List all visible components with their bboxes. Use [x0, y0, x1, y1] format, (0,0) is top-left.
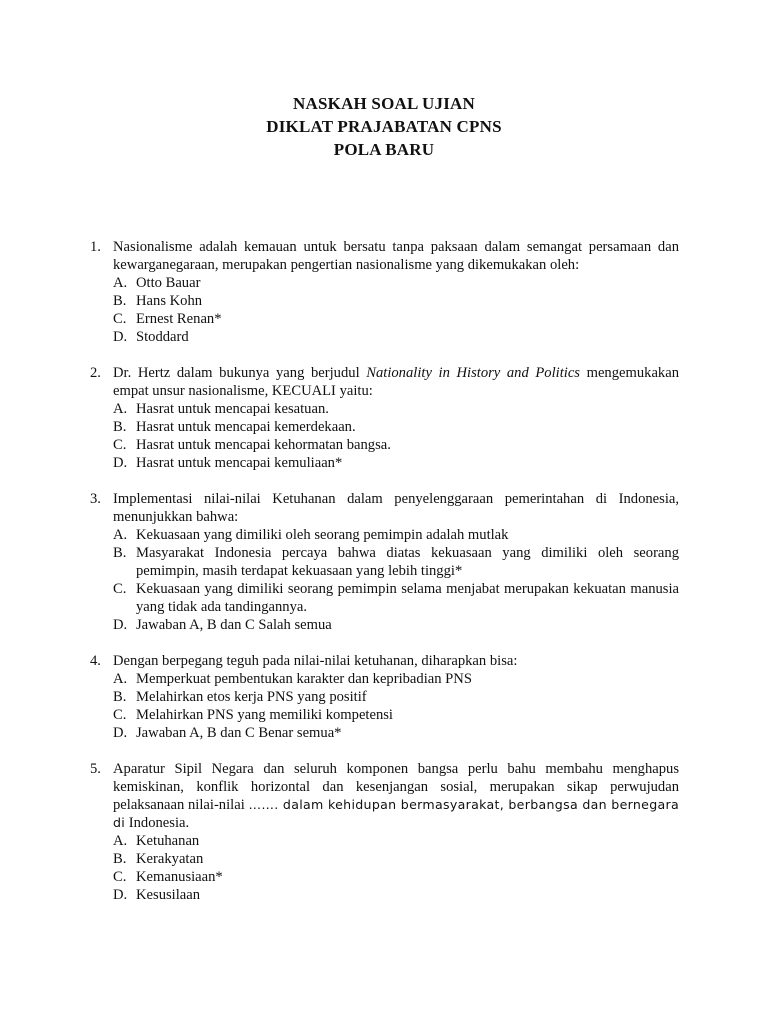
option-text: Melahirkan etos kerja PNS yang positif [136, 689, 367, 705]
option-b [113, 850, 679, 868]
option-text: Stoddard [136, 329, 189, 345]
option-a [113, 400, 679, 418]
option-letter: B. [113, 293, 127, 309]
option-a [113, 832, 679, 850]
option-letter: C. [113, 869, 127, 885]
option-text: Jawaban A, B dan C Salah semua [136, 617, 332, 633]
title-line-2: DIKLAT PRAJABATAN CPNS [266, 117, 502, 136]
option-c [113, 436, 679, 454]
option-c [113, 706, 679, 724]
option-text: Hans Kohn [136, 293, 203, 309]
question-text-part: Indonesia. [125, 815, 190, 831]
answer-options [113, 400, 679, 472]
answer-options [113, 670, 679, 742]
answer-options [113, 274, 679, 346]
title-line-1: NASKAH SOAL UJIAN [293, 94, 475, 113]
question-text: Nasionalisme adalah kemauan untuk bersatu tanpa paksaan dalam semangat persamaan dan kewarganegaraan, merupakan pengertian nasionalisme yang dikemukakan oleh: [113, 239, 679, 273]
question-3 [90, 490, 679, 634]
option-text: Jawaban A, B dan C Benar semua* [136, 725, 342, 741]
option-letter: A. [113, 833, 128, 849]
option-text: Ketuhanan [136, 833, 200, 849]
option-b [113, 292, 679, 310]
option-a [113, 526, 679, 544]
title-line-3: POLA BARU [333, 140, 435, 159]
option-b [113, 418, 679, 436]
option-text: Hasrat untuk mencapai kehormatan bangsa. [136, 437, 391, 453]
option-b [113, 544, 679, 580]
option-letter: B. [113, 689, 127, 705]
question-number: 1. [90, 239, 101, 255]
answer-options [113, 832, 679, 904]
option-letter: A. [113, 401, 128, 417]
option-d [113, 454, 679, 472]
question-text: Dengan berpegang teguh pada nilai-nilai ketuhanan, diharapkan bisa: [113, 653, 518, 669]
question-text-part: ……. dalam kehidupan bermasyarakat, berbangsa dan bernegara di [113, 797, 680, 830]
book-title: Nationality in History and Politics [366, 365, 580, 381]
question-number: 2. [90, 365, 101, 381]
question-text [113, 760, 679, 832]
option-a [113, 670, 679, 688]
option-a [113, 274, 679, 292]
question-number: 4. [90, 653, 101, 669]
option-text: Memperkuat pembentukan karakter dan kepribadian PNS [136, 671, 472, 687]
question-text-part: Aparatur Sipil Negara dan seluruh komponen bangsa perlu bahu membahu menghapus kemiskinan, konflik horizontal dan kesenjangan sosial, merupakan sikap perwujudan pelaksanaan nilai-nilai [113, 761, 679, 813]
question-text-part: Dr. Hertz dalam bukunya yang berjudul [113, 365, 367, 381]
option-letter: D. [113, 455, 128, 471]
option-c [113, 310, 679, 328]
option-letter: D. [113, 329, 128, 345]
option-text: Hasrat untuk mencapai kemerdekaan. [136, 419, 356, 435]
option-text: Hasrat untuk mencapai kemuliaan* [136, 455, 343, 471]
option-letter: D. [113, 617, 128, 633]
option-letter: B. [113, 545, 127, 561]
option-text: Kekuasaan yang dimiliki oleh seorang pemimpin adalah mutlak [136, 527, 509, 543]
option-letter: D. [113, 887, 128, 903]
option-letter: B. [113, 419, 127, 435]
option-text: Kesusilaan [136, 887, 201, 903]
option-c [113, 580, 679, 616]
option-text: Melahirkan PNS yang memiliki kompetensi [136, 707, 393, 723]
answer-options [113, 526, 679, 634]
option-d [113, 724, 679, 742]
question-text [113, 364, 679, 400]
option-letter: C. [113, 437, 127, 453]
question-4 [90, 652, 679, 742]
option-d [113, 616, 679, 634]
option-text: Masyarakat Indonesia percaya bahwa diatas kekuasaan yang dimiliki oleh seorang pemimpin, masih terdapat kekuasaan yang lebih tinggi* [136, 545, 679, 579]
option-d [113, 328, 679, 346]
option-letter: C. [113, 581, 127, 597]
option-letter: D. [113, 725, 128, 741]
question-text-part: mengemukakan empat unsur nasionalisme, KECUALI yaitu: [113, 365, 679, 399]
option-letter: A. [113, 527, 128, 543]
question-5 [90, 760, 679, 904]
document-title [0, 92, 768, 161]
option-c [113, 868, 679, 886]
option-text: Ernest Renan* [136, 311, 222, 327]
option-text: Otto Bauar [136, 275, 201, 291]
question-1 [90, 238, 679, 346]
option-text: Kemanusiaan* [136, 869, 223, 885]
option-letter: A. [113, 671, 128, 687]
option-text: Hasrat untuk mencapai kesatuan. [136, 401, 329, 417]
option-letter: C. [113, 707, 127, 723]
option-text: Kekuasaan yang dimiliki seorang pemimpin selama menjabat merupakan kekuatan manusia yang tidak ada tandingannya. [136, 581, 679, 615]
option-text: Kerakyatan [136, 851, 204, 867]
question-list [90, 238, 679, 922]
question-2 [90, 364, 679, 472]
option-letter: A. [113, 275, 128, 291]
option-letter: C. [113, 311, 127, 327]
option-letter: B. [113, 851, 127, 867]
option-b [113, 688, 679, 706]
question-number: 3. [90, 491, 101, 507]
question-number: 5. [90, 761, 101, 777]
question-text: Implementasi nilai-nilai Ketuhanan dalam penyelenggaraan pemerintahan di Indonesia, menunjukkan bahwa: [113, 491, 679, 525]
option-d [113, 886, 679, 904]
